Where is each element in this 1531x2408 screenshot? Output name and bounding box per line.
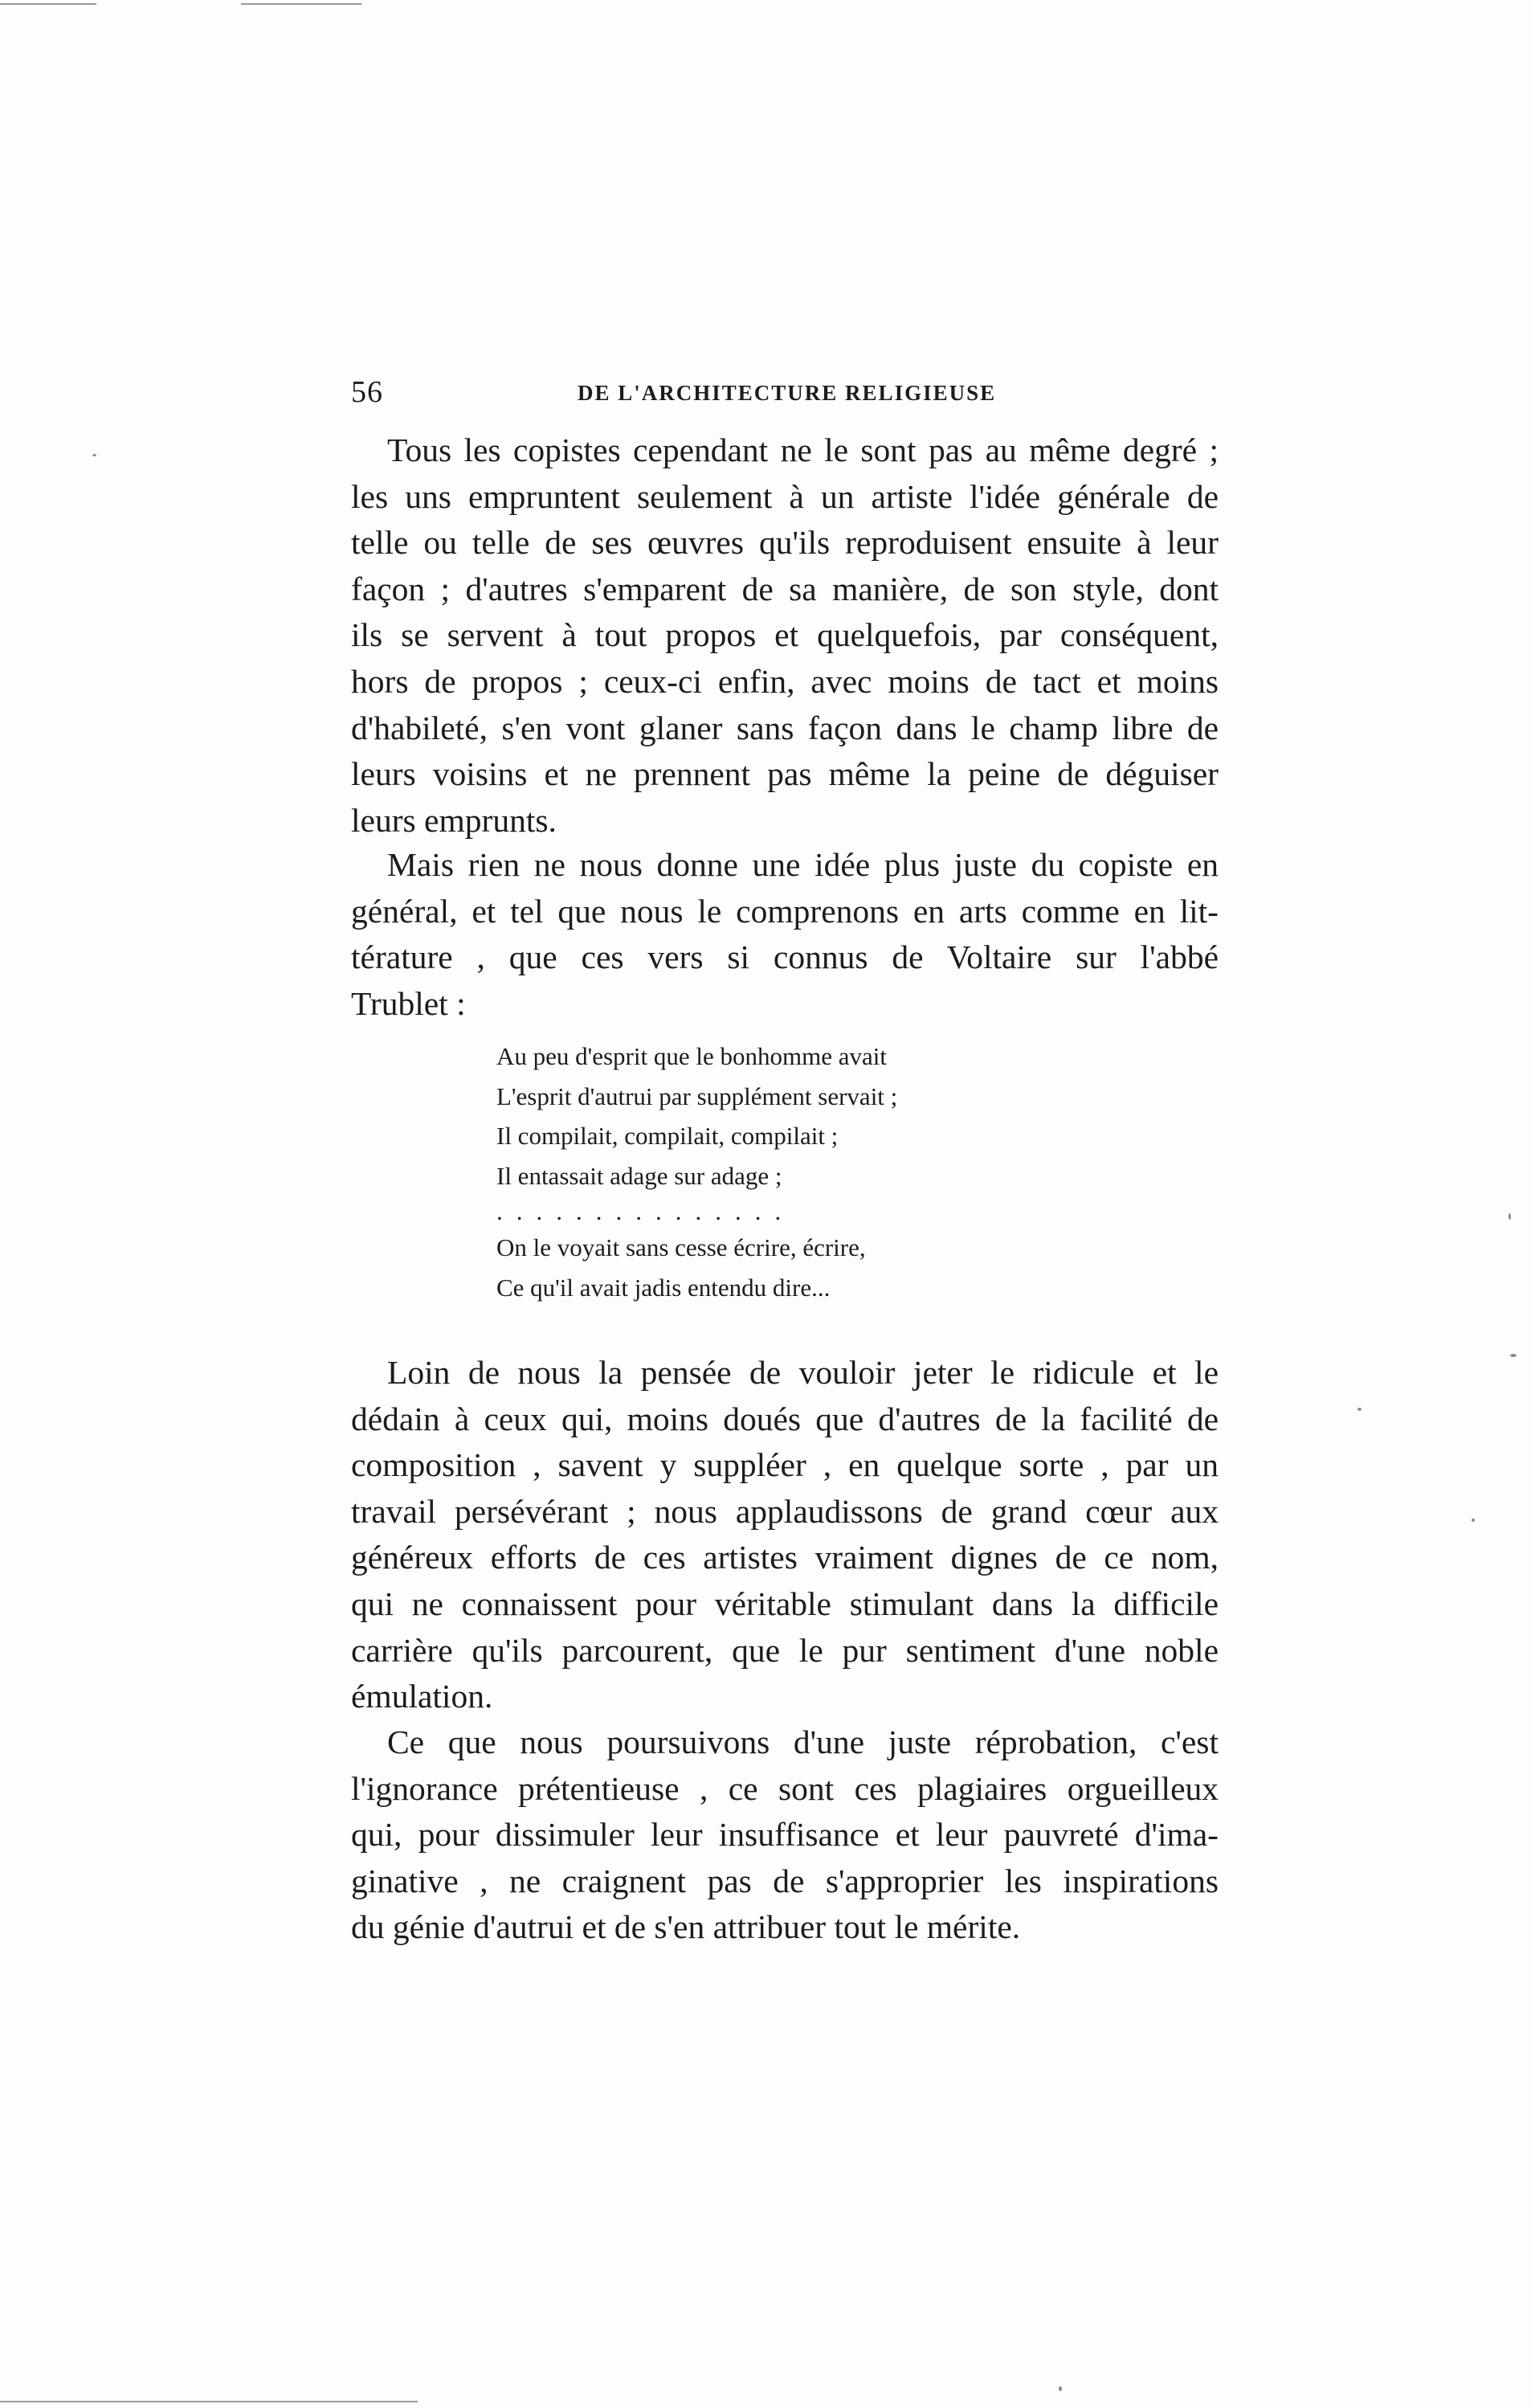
text-line: térature , que ces vers si connus de Voltaire sur l'abbé [351,938,1219,976]
text-line: leurs emprunts. [351,801,557,839]
text-line: Mais rien ne nous donne une idée plus juste du copiste en [387,846,1219,883]
text-line: l'ignorance prétentieuse , ce sont ces plagiaires orgueilleux [351,1769,1219,1807]
scan-edge-mark-top-2 [241,3,361,5]
text-line: dédain à ceux qui, moins doués que d'autres de la facilité de [351,1400,1219,1437]
scan-speck [1472,1519,1475,1522]
text-line: du génie d'autrui et de s'en attribuer tout le mérite. [351,1908,1021,1946]
text-line: Tous les copistes cependant ne le sont pas au même degré ; [387,431,1219,468]
text-line: composition , savent y suppléer , en quelque sorte , par un [351,1446,1219,1484]
scan-edge-mark-top [0,3,96,5]
paragraph-3 [351,1350,1219,1720]
text-line: carrière qu'ils parcourent, que le pur sentiment d'une noble [351,1631,1219,1669]
text-line: qui, pour dissimuler leur insuffisance et leur pauvreté d'ima- [351,1816,1219,1854]
text-line: travail persévérant ; nous applaudissons de grand cœur aux [351,1492,1219,1530]
text-line: général, et tel que nous le comprenons en arts comme en lit- [351,892,1219,930]
poem-verse: On le voyait sans cesse écrire, écrire, [496,1233,866,1261]
page-header [351,374,1219,423]
scan-edge-mark-bottom [0,2401,418,2402]
text-line: d'habileté, s'en vont glaner sans façon dans le champ libre de [351,709,1219,746]
scan-speck [1357,1408,1362,1411]
poem-verse: Ce qu'il avait jadis entendu dire... [496,1273,831,1302]
poem-verse: L'esprit d'autrui par supplément servait ; [496,1081,898,1110]
text-line: ils se servent à tout propos et quelquefois, par conséquent, [351,616,1219,654]
scan-speck [1509,1213,1511,1220]
text-line: Ce que nous poursuivons d'une juste réprobation, c'est [387,1723,1219,1760]
text-line: telle ou telle de ses œuvres qu'ils reproduisent ensuite à leur [351,524,1219,562]
page-number: 56 [351,375,383,409]
text-line: leurs voisins et ne prennent pas même la peine de déguiser [351,755,1219,793]
text-line: généreux efforts de ces artistes vraiment dignes de ce nom, [351,1539,1219,1576]
paragraph-2 [351,842,1219,1027]
text-line: ginative , ne craignent pas de s'approprier les inspirations [351,1862,1219,1899]
text-line: Loin de nous la pensée de vouloir jeter le ridicule et le [387,1354,1219,1391]
paragraph-4 [351,1719,1219,1951]
text-line: émulation. [351,1678,493,1715]
text-line: qui ne connaissent pour véritable stimulant dans la difficile [351,1584,1219,1622]
poem-quotation [496,1036,1010,1307]
text-line: hors de propos ; ceux-ci enfin, avec moins de tact et moins [351,662,1219,700]
text-line: Trublet : [351,984,466,1022]
poem-verse: Il entassait adage sur adage ; [496,1161,782,1190]
poem-verse: Il compilait, compilait, compilait ; [496,1122,839,1150]
scan-speck [92,454,96,456]
scan-speck [1059,2386,1062,2391]
poem-verse: Au peu d'esprit que le bonhomme avait [496,1042,887,1070]
paragraph-1 [351,427,1219,844]
scan-speck [1510,1354,1517,1357]
running-title: DE L'ARCHITECTURE RELIGIEUSE [578,381,997,405]
text-line: les uns empruntent seulement à un artiste l'idée générale de [351,477,1219,515]
poem-ellipsis: ............... [496,1197,795,1225]
text-line: façon ; d'autres s'emparent de sa manière, de son style, dont [351,570,1219,607]
